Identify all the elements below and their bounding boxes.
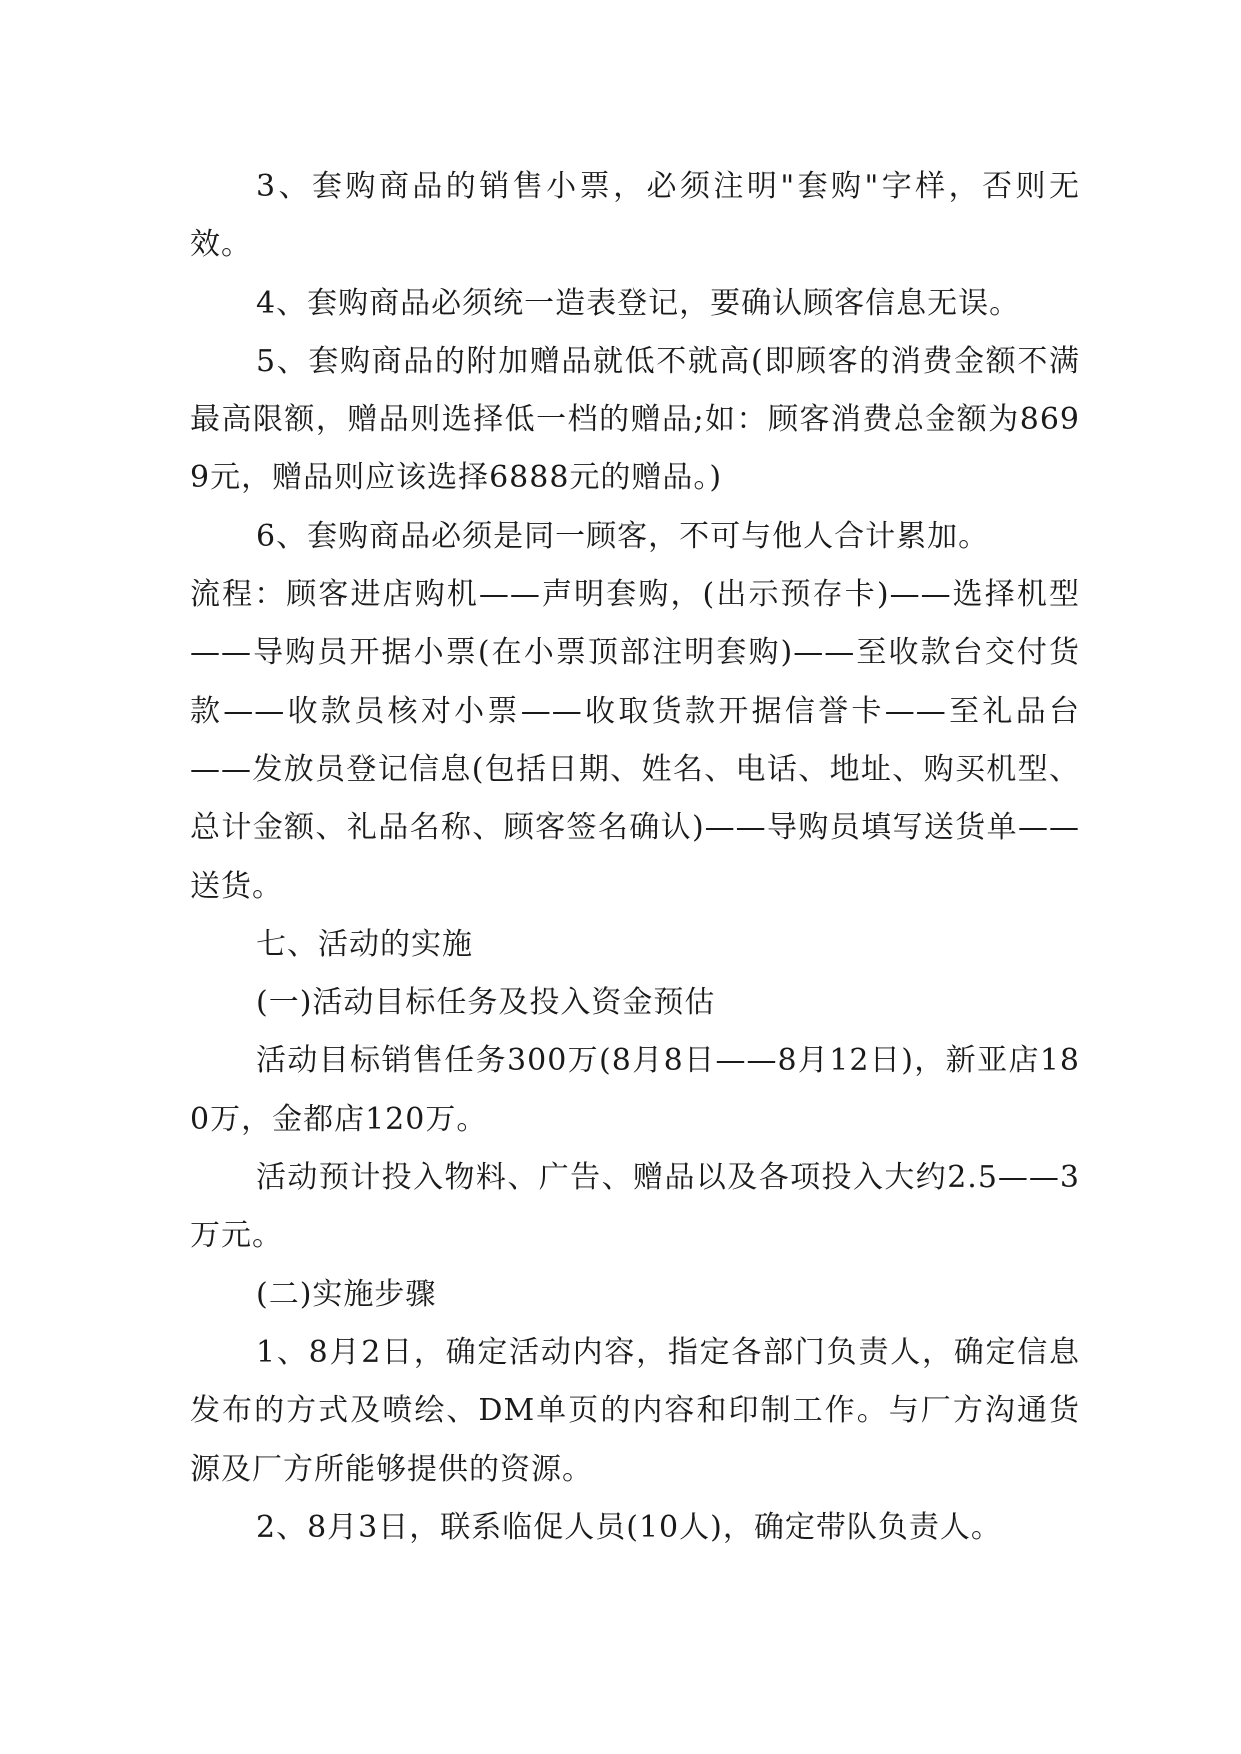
document-body: [190, 158, 1080, 1557]
paragraph-rule-4: 4、套购商品必须统一造表登记，要确认顾客信息无误。: [256, 285, 1021, 321]
section-heading-implementation: 七、活动的实施: [256, 926, 473, 962]
paragraph-step-1: 1、8月2日，确定活动内容，指定各部门负责人，确定信息发布的方式及喷绘、DM单页的内容和印制工作。与厂方沟通货源及厂方所能够提供的资源。: [190, 1334, 1080, 1487]
subsection-heading-targets: (一)活动目标任务及投入资金预估: [256, 985, 716, 1021]
paragraph-rule-3: 3、套购商品的销售小票，必须注明"套购"字样，否则无效。: [190, 169, 1080, 263]
paragraph-rule-5: 5、套购商品的附加赠品就低不就高(即顾客的消费金额不满最高限额，赠品则选择低一档的赠品;如：顾客消费总金额为8699元，赠品则应该选择6888元的赠品。): [190, 343, 1080, 496]
paragraph-process-flow: 流程：顾客进店购机——声明套购，(出示预存卡)——选择机型——导购员开据小票(在小票顶部注明套购)——至收款台交付货款——收款员核对小票——收取货款开据信誉卡——至礼品台——发放员登记信息(包括日期、姓名、电话、地址、购买机型、总计金额、礼品名称、顾客签名确认)——导购员填写送货单——送货。: [190, 577, 1080, 904]
paragraph-rule-6: 6、套购商品必须是同一顾客，不可与他人合计累加。: [256, 518, 990, 554]
paragraph-step-2: 2、8月3日，联系临促人员(10人)，确定带队负责人。: [256, 1509, 1002, 1545]
subsection-heading-steps: (二)实施步骤: [256, 1276, 437, 1312]
paragraph-budget: 活动预计投入物料、广告、赠品以及各项投入大约2.5——3万元。: [190, 1160, 1080, 1254]
paragraph-sales-target: 活动目标销售任务300万(8月8日——8月12日)，新亚店180万，金都店120万。: [190, 1043, 1080, 1137]
